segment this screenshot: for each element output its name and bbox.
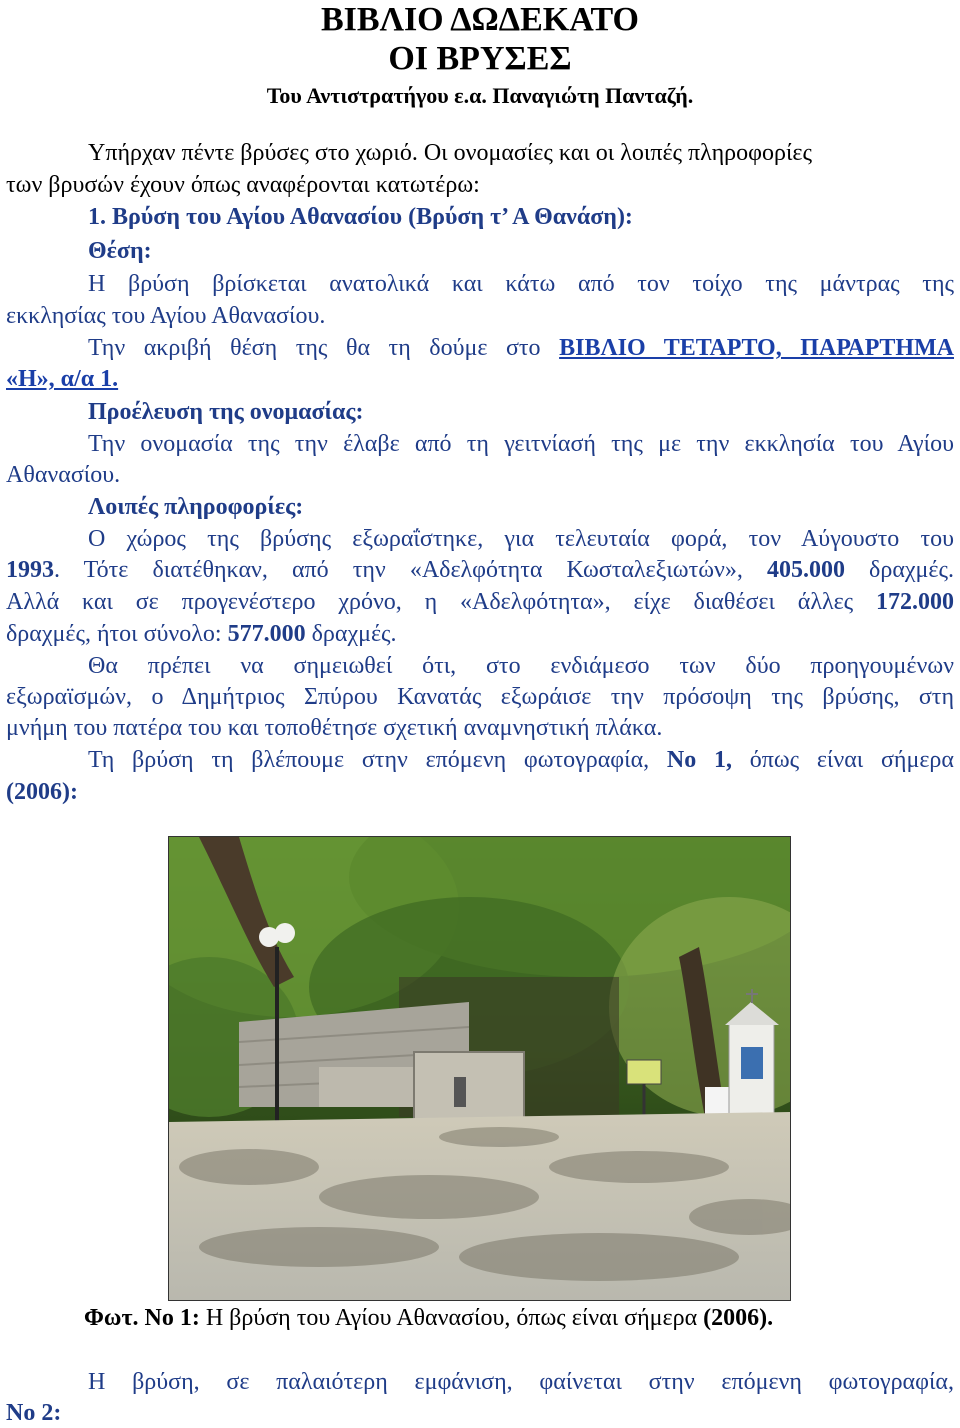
caption-prefix: Φωτ. Νο 1: bbox=[84, 1305, 200, 1331]
author-line: Του Αντιστρατήγου ε.α. Παναγιώτη Πανταζή. bbox=[266, 83, 694, 108]
other-info-line-1: Ο χώρος της βρύσης εξωραΐστηκε, για τελευταία φορά, τον Αύγουστο του bbox=[88, 526, 954, 552]
older-appearance-line: Η βρύση, σε παλαιότερη εμφάνιση, φαίνεται στην επόμενη φωτογραφία, bbox=[88, 1369, 954, 1395]
caption-year: (2006). bbox=[703, 1305, 774, 1331]
reference-line-2 bbox=[6, 364, 118, 394]
other-info-line-4 bbox=[6, 619, 397, 649]
photo-reference-line bbox=[88, 745, 954, 775]
reference-link-appendix[interactable]: «Η», α/α 1. bbox=[6, 366, 119, 392]
other-info-line-3-text: Αλλά και σε προγενέστερο χρόνο, η «Αδελφότητα», είχε διαθέσει άλλες bbox=[6, 589, 876, 615]
note-line-3: μνήμη του πατέρα του και τοποθέτησε σχετική αναμνηστική πλάκα. bbox=[6, 715, 663, 741]
year-1993: 1993 bbox=[6, 557, 54, 583]
amount-172000: 172.000 bbox=[876, 589, 954, 615]
photo-reference-suffix: όπως είναι σήμερα bbox=[731, 747, 954, 773]
location-label: Θέση: bbox=[88, 238, 152, 264]
origin-line-1: Την ονομασία της την έλαβε από τη γειτνίασή της με την εκκλησία του Αγίου bbox=[88, 431, 954, 457]
location-line-2: εκκλησίας του Αγίου Αθανασίου. bbox=[6, 303, 326, 329]
photo-number-ref: Νο 1, bbox=[666, 747, 732, 773]
document-title-line1: ΒΙΒΛΙΟ ΔΩΔΕΚΑΤΟ bbox=[320, 1, 639, 38]
reference-line bbox=[88, 333, 954, 363]
photo-reference-year: (2006): bbox=[6, 779, 78, 805]
origin-line-2: Αθανασίου. bbox=[6, 462, 121, 488]
intro-line-1: Υπήρχαν πέντε βρύσες στο χωριό. Οι ονομασίες και οι λοιπές πληροφορίες bbox=[88, 140, 812, 166]
other-info-line-3 bbox=[6, 587, 954, 617]
caption-text: Η βρύση του Αγίου Αθανασίου, όπως είναι σήμερα bbox=[199, 1305, 704, 1331]
reference-link-book-four[interactable]: ΒΙΒΛΙΟ ΤΕΤΑΡΤΟ, ΠΑΡΑΡΤΗΜΑ bbox=[559, 335, 955, 361]
document-title-line2: ΟΙ ΒΡΥΣΕΣ bbox=[388, 40, 572, 77]
note-line-2: εξωραϊσμών, ο Δημήτριος Σπύρου Κανατάς εξωράισε την πρόσοψη της βρύσης, στη bbox=[6, 684, 954, 710]
photo-caption bbox=[84, 1303, 773, 1333]
amount-577000: 577.000 bbox=[227, 621, 306, 647]
other-info-line-2 bbox=[6, 555, 954, 585]
origin-label: Προέλευση της ονομασίας: bbox=[88, 399, 364, 425]
other-info-line-4-end: δραχμές. bbox=[305, 621, 397, 647]
fountain-photo bbox=[168, 836, 791, 1301]
other-info-label: Λοιπές πληροφορίες: bbox=[88, 494, 304, 520]
photo-number-2: Νο 2: bbox=[6, 1400, 62, 1426]
intro-line-2: των βρυσών έχουν όπως αναφέρονται κατωτέρω: bbox=[6, 172, 480, 198]
reference-prefix: Την ακριβή θέση της θα τη δούμε στο bbox=[88, 335, 560, 361]
other-info-line-2-end: δραχμές. bbox=[844, 557, 954, 583]
note-line-1: Θα πρέπει να σημειωθεί ότι, στο ενδιάμεσο των δύο προηγουμένων bbox=[88, 653, 954, 679]
item-1-heading: 1. Βρύση του Αγίου Αθανασίου (Βρύση τ’ Α Θανάση): bbox=[88, 204, 633, 230]
other-info-line-4-text: δραχμές, ήτοι σύνολο: bbox=[6, 621, 228, 647]
location-line-1: Η βρύση βρίσκεται ανατολικά και κάτω από τον τοίχο της μάντρας της bbox=[88, 271, 954, 297]
amount-405000: 405.000 bbox=[766, 557, 845, 583]
photo-reference-prefix: Τη βρύση τη βλέπουμε στην επόμενη φωτογραφία, bbox=[88, 747, 667, 773]
other-info-line-2-text: . Τότε διατέθηκαν, από την «Αδελφότητα Κωσταλεξιωτών», bbox=[54, 557, 767, 583]
